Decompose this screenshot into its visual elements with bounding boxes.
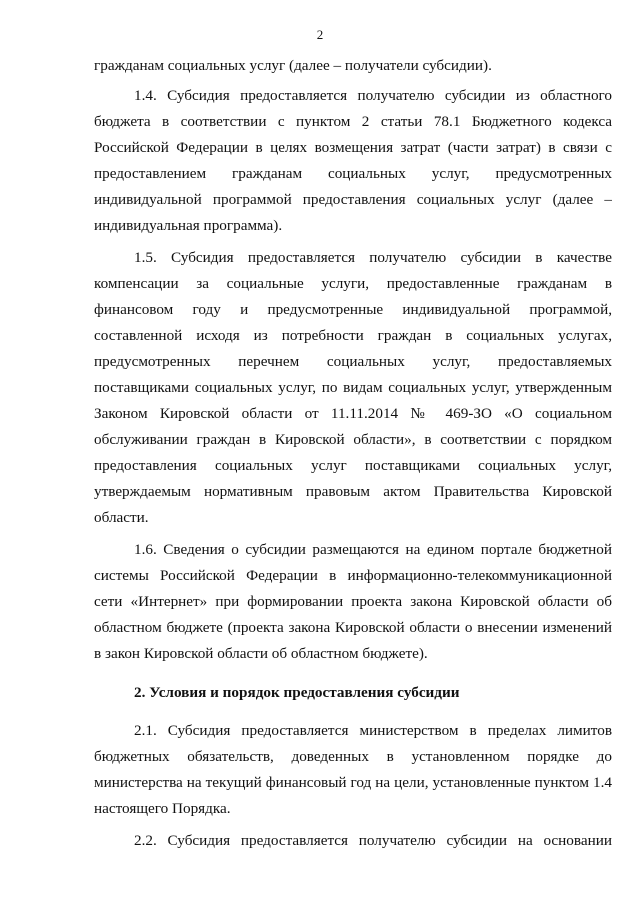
text-line: сети «Интернет» при формировании проекта закона Кировской области об	[94, 593, 612, 610]
text-line: финансовом году и предусмотренные индивидуальной программой,	[94, 301, 612, 318]
paragraph-1-6	[94, 537, 612, 667]
text-line: предоставлением гражданам социальных услуг, предусмотренных	[94, 165, 612, 182]
text-line: 1.4. Субсидия предоставляется получателю субсидии из областного	[134, 87, 612, 104]
text-line: 2.2. Субсидия предоставляется получателю субсидии на основании	[134, 832, 612, 849]
text-line: предоставления социальных услуг поставщиками социальных услуг,	[94, 457, 612, 474]
text-line: индивидуальная программа).	[94, 217, 283, 234]
paragraph-1-5	[94, 245, 612, 531]
paragraph-2-2	[94, 828, 612, 854]
text-line: Законом Кировской области от 11.11.2014 № 469-ЗО «О социальном	[94, 405, 612, 422]
text-line: индивидуальной программой предоставления социальных услуг (далее –	[94, 191, 612, 208]
text-line: Российской Федерации в целях возмещения затрат (части затрат) в связи с	[94, 139, 612, 156]
text-line: в закон Кировской области об областном бюджете).	[94, 645, 428, 662]
document-body	[94, 53, 612, 854]
text-line: компенсации за социальные услуги, предоставленные гражданам в	[94, 275, 612, 292]
section-heading: 2. Условия и порядок предоставления субсидии	[134, 684, 460, 701]
text-line: бюджета в соответствии с пунктом 2 статьи 78.1 Бюджетного кодекса	[94, 113, 612, 130]
text-line: 1.6. Сведения о субсидии размещаются на едином портале бюджетной	[134, 541, 612, 558]
text-line: настоящего Порядка.	[94, 800, 231, 817]
text-line: системы Российской Федерации в информационно-телекоммуникационной	[94, 567, 612, 584]
text-line: областном бюджете (проекта закона Кировской области о внесении изменений	[94, 619, 612, 636]
paragraph-1-4	[94, 83, 612, 239]
page-number: 2	[316, 27, 324, 42]
text-line: утверждаемым нормативным правовым актом Правительства Кировской	[94, 483, 612, 500]
text-line: обслуживании граждан в Кировской области», в соответствии с порядком	[94, 431, 612, 448]
text-line: министерства на текущий финансовый год на цели, установленные пунктом 1.4	[94, 774, 612, 791]
text-line: составленной исходя из потребности граждан в социальных услугах,	[94, 327, 612, 344]
text-line: области.	[94, 509, 149, 526]
text-line: бюджетных обязательств, доведенных в установленном порядке до	[94, 748, 612, 765]
paragraph-2-1	[94, 718, 612, 822]
text-line: 1.5. Субсидия предоставляется получателю субсидии в качестве	[134, 249, 612, 266]
text-line: поставщиками социальных услуг, по видам социальных услуг, утвержденным	[94, 379, 612, 396]
text-line: предусмотренных перечнем социальных услуг, предоставляемых	[94, 353, 612, 370]
text-line: гражданам социальных услуг (далее – получатели субсидии).	[94, 57, 492, 74]
text-line: 2.1. Субсидия предоставляется министерством в пределах лимитов	[134, 722, 612, 739]
